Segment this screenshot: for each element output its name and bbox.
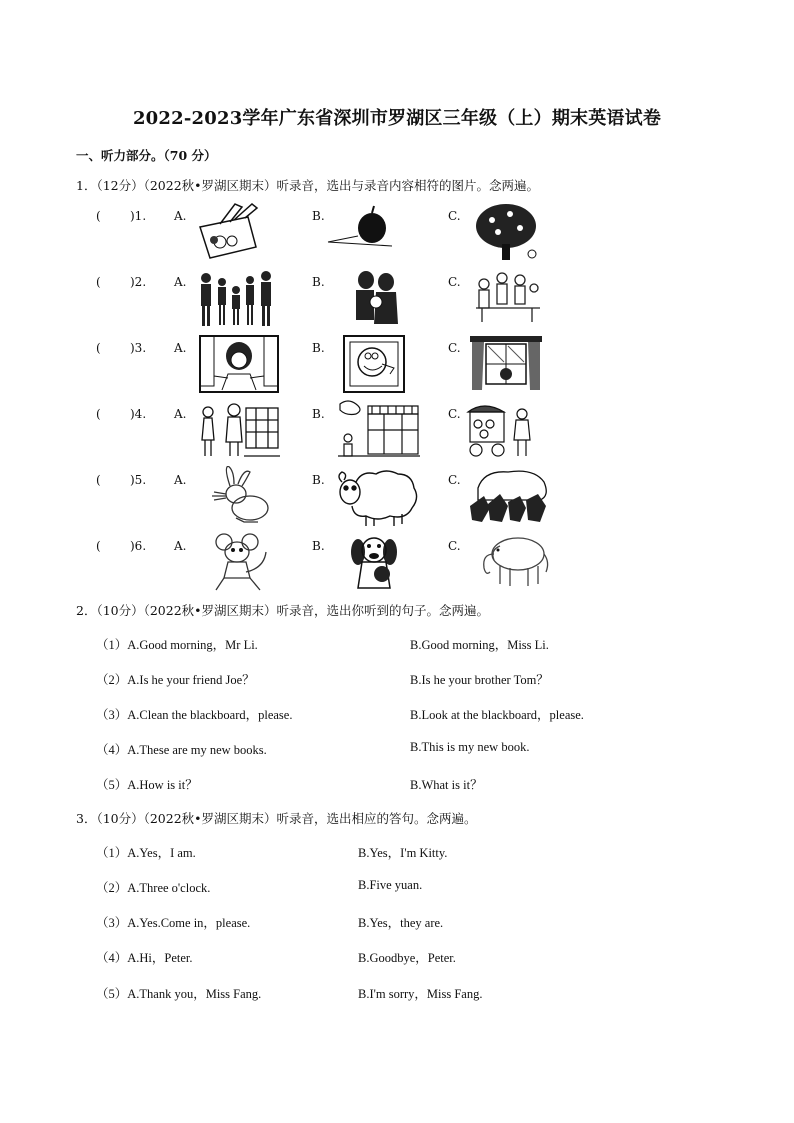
mouse-image[interactable] xyxy=(210,532,270,592)
girl-at-window-image[interactable] xyxy=(198,334,280,394)
q3-item-1-option-b: B.Yes，I'm Kitty. xyxy=(358,846,448,860)
item-number: )2. xyxy=(130,275,147,289)
q1-row-6 xyxy=(0,532,794,594)
option-b-label: B. xyxy=(312,407,325,421)
q2-item-5-option-a: （5）A.How is it？ xyxy=(96,778,198,792)
item-number: )1. xyxy=(130,209,147,223)
q1-row-1 xyxy=(0,202,794,264)
answer-paren-left: ( xyxy=(96,407,101,421)
option-b-label: B. xyxy=(312,341,325,355)
people-shopping-image[interactable] xyxy=(196,400,280,460)
q3-item-3-option-b: B.Yes，they are. xyxy=(358,916,444,930)
answer-paren-left: ( xyxy=(96,539,101,553)
option-b-label: B. xyxy=(312,539,325,553)
section-heading: 一、听力部分。（70 分） xyxy=(76,148,217,163)
fruit-stall-image[interactable] xyxy=(464,400,540,460)
doraemon-on-screen-image[interactable] xyxy=(342,334,406,394)
answer-paren-left: ( xyxy=(96,275,101,289)
family-at-table-image[interactable] xyxy=(472,268,544,324)
option-a-label: A. xyxy=(174,407,187,421)
option-b-label: B. xyxy=(312,473,325,487)
q2-item-1-option-b: B.Good morning，Miss Li. xyxy=(410,638,549,652)
shop-front-image[interactable] xyxy=(334,400,420,460)
q2-item-3-option-b: B.Look at the blackboard，please. xyxy=(410,708,584,722)
answer-paren-left: ( xyxy=(96,473,101,487)
animals-group-image[interactable] xyxy=(464,466,550,526)
question-2-heading: 2．（10分）（2022秋•罗湖区期末）听录音，选出你听到的句子。念两遍。 xyxy=(76,603,490,618)
option-c-label: C. xyxy=(448,539,461,553)
q3-item-4-option-a: （4）A.Hi，Peter. xyxy=(96,951,193,965)
answer-paren-left: ( xyxy=(96,209,101,223)
option-a-label: A. xyxy=(174,275,187,289)
option-c-label: C. xyxy=(448,407,461,421)
q3-item-5-option-a: （5）A.Thank you，Miss Fang. xyxy=(96,987,262,1001)
option-a-label: A. xyxy=(174,341,187,355)
option-c-label: C. xyxy=(448,209,461,223)
question-3-heading: 3．（10分）（2022秋•罗湖区期末）听录音，选出相应的答句。念两遍。 xyxy=(76,811,477,826)
q1-row-3 xyxy=(0,334,794,396)
option-c-label: C. xyxy=(448,473,461,487)
q2-item-2-option-b: B.Is he your brother Tom？ xyxy=(410,673,549,687)
option-a-label: A. xyxy=(174,209,187,223)
q3-item-4-option-b: B.Goodbye，Peter. xyxy=(358,951,456,965)
big-family-image[interactable] xyxy=(196,268,278,330)
option-a-label: A. xyxy=(174,539,187,553)
dog-image[interactable] xyxy=(348,532,404,592)
rabbit-image[interactable] xyxy=(206,466,276,526)
apple-image[interactable] xyxy=(322,202,402,260)
q2-item-3-option-a: （3）A.Clean the blackboard，please. xyxy=(96,708,293,722)
q1-row-4 xyxy=(0,400,794,462)
q3-item-3-option-a: （3）A.Yes.Come in，please. xyxy=(96,916,251,930)
q1-row-5 xyxy=(0,466,794,528)
answer-paren-left: ( xyxy=(96,341,101,355)
option-c-label: C. xyxy=(448,341,461,355)
bag-with-apples-image[interactable] xyxy=(190,202,270,260)
parents-with-child-image[interactable] xyxy=(350,268,402,330)
q2-item-1-option-a: （1）A.Good morning，Mr Li. xyxy=(96,638,258,652)
sheep-image[interactable] xyxy=(336,466,420,528)
q2-item-5-option-b: B.What is it？ xyxy=(410,778,483,792)
q3-item-2-option-a: （2）A.Three o'clock. xyxy=(96,881,211,895)
q3-item-2-option-b: B.Five yuan. xyxy=(358,878,423,892)
window-with-curtains-image[interactable] xyxy=(468,334,544,394)
option-b-label: B. xyxy=(312,275,325,289)
q3-item-5-option-b: B.I'm sorry，Miss Fang. xyxy=(358,987,483,1001)
q2-item-2-option-a: （2）A.Is he your friend Joe？ xyxy=(96,673,255,687)
item-number: )6. xyxy=(130,539,147,553)
question-1-heading: 1．（12分）（2022秋•罗湖区期末）听录音，选出与录音内容相符的图片。念两遍。 xyxy=(76,178,540,193)
item-number: )3. xyxy=(130,341,147,355)
q1-row-2 xyxy=(0,268,794,330)
item-number: )4. xyxy=(130,407,147,421)
apple-tree-image[interactable] xyxy=(470,202,550,264)
q2-item-4-option-a: （4）A.These are my new books. xyxy=(96,743,267,757)
q3-item-1-option-a: （1）A.Yes，I am. xyxy=(96,846,196,860)
page-title: 2022-2023学年广东省深圳市罗湖区三年级（上）期末英语试卷 xyxy=(132,108,662,129)
q2-item-4-option-b: B.This is my new book. xyxy=(410,740,530,754)
elephant-image[interactable] xyxy=(480,532,552,592)
option-c-label: C. xyxy=(448,275,461,289)
option-b-label: B. xyxy=(312,209,325,223)
option-a-label: A. xyxy=(174,473,187,487)
item-number: )5. xyxy=(130,473,147,487)
